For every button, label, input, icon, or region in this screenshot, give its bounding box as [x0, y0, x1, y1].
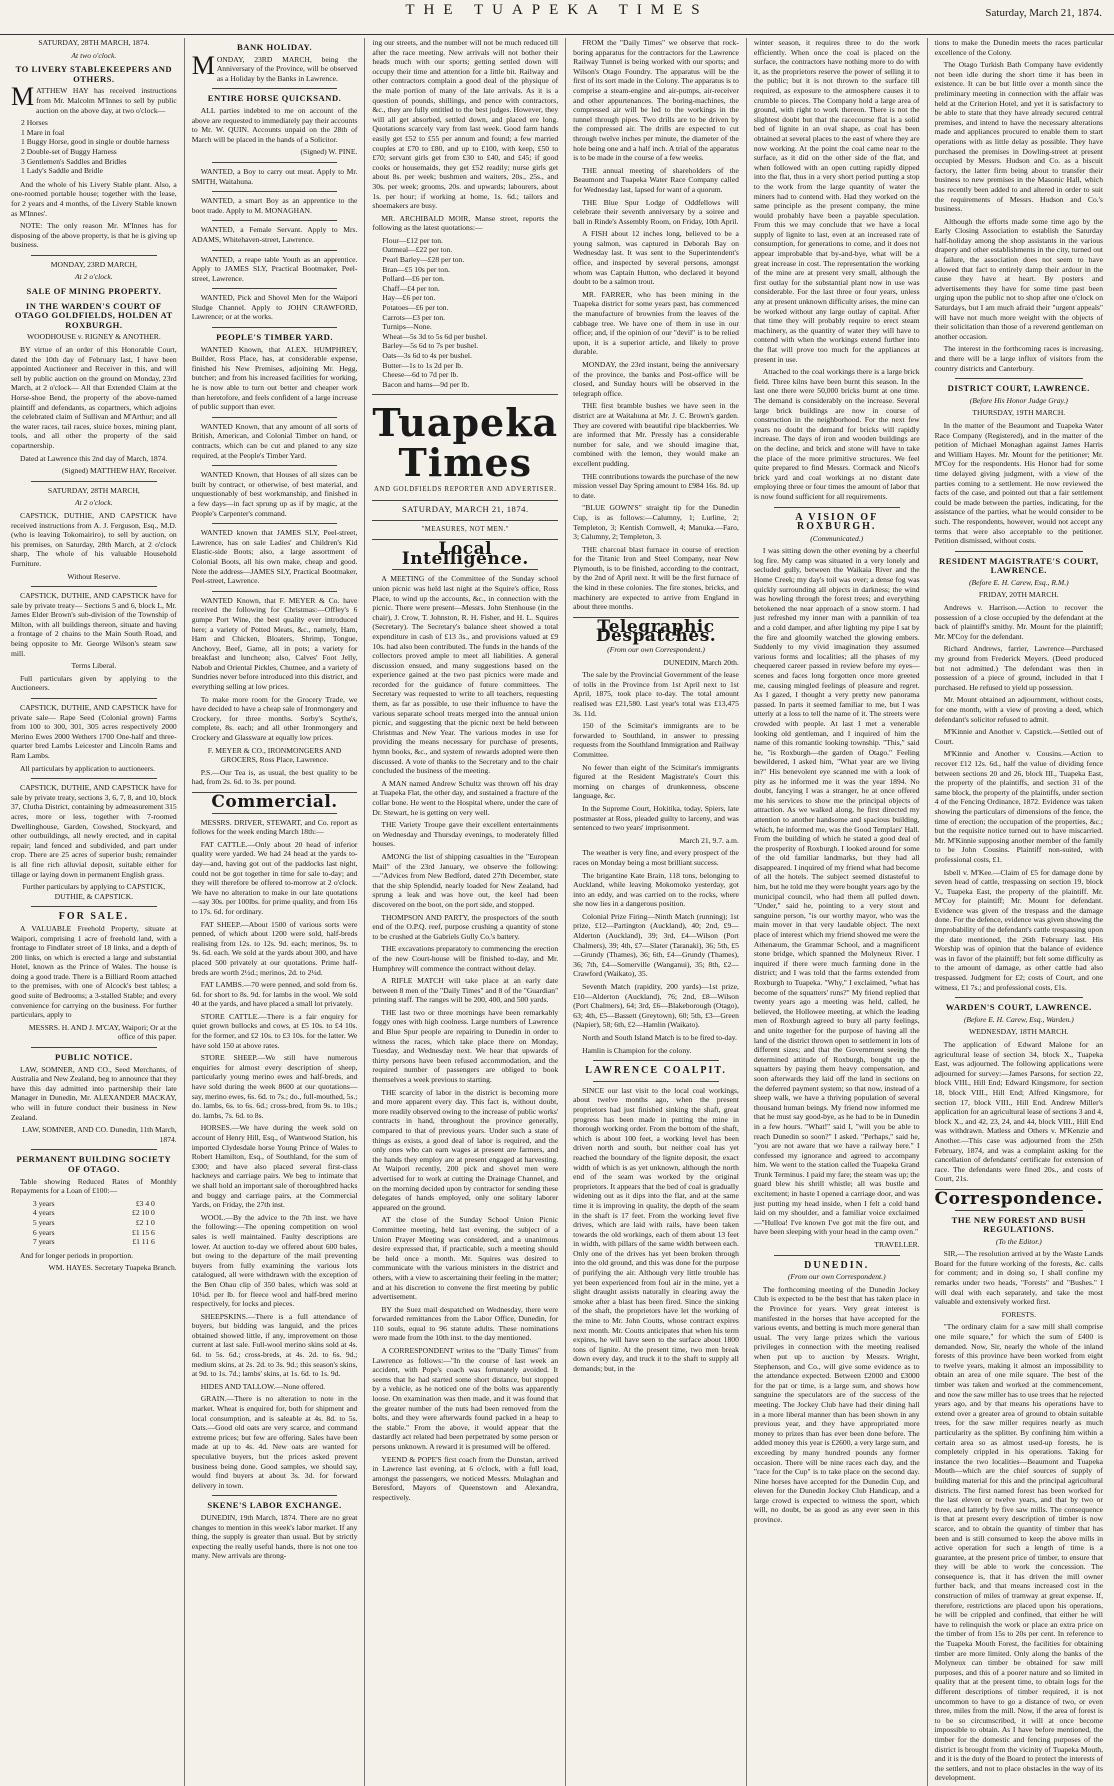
list-item: 2 Horses [21, 118, 48, 128]
local-para: THE last two or three mornings have been remarkably foggy ones with high coolness. Large numbers of Lawrence and Blue Spur people are repairing to Dunedin in order to witness the races, which take place there on Monday, Tuesday, and Wednesday next. We hear that upwards of thirty persons have been refused accommodation, and the required number of passengers are obliged to book themselves a week previous to starting. [372, 1007, 559, 1085]
list-item: 1 Mare in foal [21, 127, 65, 137]
repayment-table [31, 1199, 157, 1247]
wanted-ad: WANTED Known, that F. MEYER & Co. have received the following for Christmas:—Offley's 6 gumpe Port Wine, the best quality ever introduced here; a variety of Potted Meats, &c., namely, Ham, Ham and Chicken, Bloaters, Shrimp, Tongue, Anchovy, Beef, Game, all in pots; a variety for breakfast and luncheon; also, Calves' Foot Jelly, Nabob and Oriental Pickles, Chutnee, and a variety of Sundries never before introduced into this district, and everything selling at low prices. [191, 595, 358, 692]
column-3 [365, 38, 566, 1786]
ad-date: SATURDAY, 28TH MARCH, [47, 485, 140, 495]
telegraph-para: Seventh Match (rapidity, 200 yards)—1st prize, £10—Alderton (Auckland), 76; 2nd, £8—Wilson (Port Chalmers), 64; 3rd, £6—Blakeborough (Otago), 63; 4th, £5—Bassett (Greytown), 60; 5th, £3—Green (Napier), 58; 6th, £2—Hamlin (Waikato). [573, 982, 739, 1030]
running-head [0, 0, 1114, 35]
local-para: THE annual meeting of shareholders of the Beaumont and Tuapeka Water Race Company called for Wednesday last, lapsed for want of a quorum. [573, 165, 739, 194]
commercial-para: FAT LAMBS.—70 were penned, and sold from 6s. 6d. for short to 8s. 9d. for lambs in the wool. We sold 40 at the yards, and have placed a small lot privately. [191, 980, 358, 1009]
list-item: 3 Gentlemen's Saddles and Bridles [21, 156, 127, 166]
price-item: Flour—£12 per ton. [382, 235, 443, 245]
commercial-para: SHEEPSKINS.—There is a full attendance of buyers, but bidding was languid, and the prices obtained showed little, if any, improvement on those current at last sale. Full-wool merino skins sold at 4s. 6d. to 5s. 6d.; cross-breds, at 4s. 2d. to 6s. 9d.; medium skins, at 2s. 2d. to 3s. 9d.; this season's skins, at 9d. to 1s. 7d.; lambs' skins, at 1s. 6d. to 1s. 9d. [191, 1311, 358, 1379]
mining-sale-text: BY virtue of an order of this Honorable Court, dated the 10th day of February last, I have been appointed Auctioneer and Receiver in this, and will sell by public auction on the ground on Monday, 23rd March, at 2 o'clock— All that Extended Claim at the Horse-shoe Bend, the property of the above-named plaintiff and defendants, as copartners, which adjoins the celebrated claim of Sullivan and M'Arthur; and all the water races, tail races, sluice boxes, mining plant, tools, and all other the property of the said copartnership. [11, 345, 177, 450]
divider [955, 551, 1083, 552]
telegraph-para: In the Supreme Court, Hokitika, today, Spiers, late postmaster at Ross, pleaded guilty to larceny, and was sentenced to two years' imprisonment. [573, 803, 739, 833]
vision-text: I was sitting down the other evening by a cheerful log fire. My camp was situated in a very lonely and secluded gully, between the Waikaia River and the Home Creek; my day's toil was over; a dense fog was quickly surrounding all objects in darkness; the wind was howling through the forest trees; and everything betokened the near approach of a snow storm. I had just refreshed my inner man with a pannikin of tea and a cold damper, and after lighting my pipe I sat by the fire and gloomily watched the glowing embers. Suddenly to my vivid imagination they assumed various forms and localities; all the phases of my chequered career passed in review before my eyes—scenes and faces long forgotten once more greeted me, causing mingled feelings of pleasure and regret. As I gazed, I thought a very pretty new panorama passed. In parts it seemed familiar to me, but I was utterly at a loss to tell the name of it. The streets were crowded with people. At last I met a venerable looking old gentleman, and I inquired of him the name of this romantic looking township. "This," said he, "is Roxburgh—the garden of Otago." Feeling bewildered, I asked him, "What year are we living in?" His benevolent eye scanned me with a look of pity as he informed me it was the year 1894. No doubt, fancying I was a stranger, he at once offered me his services to show me the principal objects of attraction. As we walked along, he first directed my attention to another handsome and spacious building, which, he informed me, was the Good Templars' Hall. From the building of which he stated a good deal of the prosperity of Roxburgh. I looked around for some of the old familiar landmarks, but they had all disappeared. I inquired of my friend what had become of all the hotels. The subject seemed distasteful to him, but he told me they were bought years ago by the municipal council, who had them all pulled down. "Under," said he, pointing to a very stout and sanguine person, "is our worthy mayor, who was the main mover in that very laudable object. The next place of interest which my friend showed me were the Athenæum, the Grammar School, and a magnificent stone bridge, which spanned the Molyneux River. I inquired if there were much farming done in the district; and I was told that the farms extended from Roxburgh to Tuapeka. "Why," I exclaimed, "what has become of the squatters' runs?" My friend replied that twenty years ago a meeting was held, called, he believed, the Hollowee meeting, at which the leading men of Roxburgh agreed to bury all party feelings, and unite together for the purpose of having all the land of the district thrown open to settlement in lots of different sizes; and that the Government seeing the determined attitude of Roxburgh, bought up the squatters by paying them heavy compensation, and soon afterwards they laid off the land in sections on the deferred payment system; so that now, instead of a sheep walk, we have a thriving population of several thousand human beings. My friend now informed me that he must say good-bye, as he had to be in Dunedin in a few hours. "What!" said I, "will you be able to reach Dunedin so soon?" I asked. "Perhaps," said he, "you are not aware that we have a railway here." I confessed my ignorance and agreed to accompany him. We went to the station called the Tuapeka Grand Trunk Terminus. I paid my fare; the steam was up; the guard blew his shrill whistle; all was bustle and excitement; in haste I opened a carriage door, and was just putting my head inside, when I felt a cold hand laid on my shoulder, and a familiar voice exclaimed—"Hulloa! I've known I've got mit the fire out, and have been sleeping with your head in the camp oven." [753, 546, 920, 1237]
price-item: Potatoes—£6 per ton. [382, 303, 449, 313]
dropcap: M [191, 50, 215, 80]
table-row [31, 1237, 157, 1247]
commercial-para: STORE SHEEP.—We still have numerous enquiries for almost every description of sheep, particularly young merino ewes and half-breds, and have sold during the week 8600 at our quotations—say, merino ewes, 6s. 6d. to 7s.; do., full-mouthed, 5s.; do. lambs, 6s. to 6s. 6d.; cross-bred, from 9s. to 10s.; do. lambs, 7s. 6d. to 8s. [191, 1053, 358, 1120]
commercial-para: WOOL.—By the advice to the 7th inst. we have the following:—The opening competition on wool sales is well maintained. Faulty descriptions are lower. At auction to-day we offered about 600 bales, but owing to the departure of the mail preventing buyers from fully examining the various lots catalogued, all were withdrawn with the exception of the Ben Ohau clip of 350 bales, which was sold at 10¼d. per lb. for fleece wool and half-bred merino respectively, for locks and pieces. [191, 1212, 358, 1309]
price-item: Carrots—£3 per ton. [382, 312, 446, 322]
price-item: Pearl Barley—£28 per ton. [382, 255, 465, 265]
ad-heading: ENTIRE HORSE QUICKSAND. [207, 93, 342, 104]
local-para: "BLUE GOWN'S" straight tip for the Dunedin Cup, is as follows:—Calumny, 1; Lurline, 2; Templeton, 3; Kentish Cornwell, 4; Manuka.—Faro, 3; Calumny, 2; Templeton, 3. [573, 503, 739, 542]
local-para: MONDAY, the 23rd instant, being the anniversary of the province, the banks and Post-office will be closed, and Sunday hours will be observed in the telegraph office. [573, 360, 739, 398]
divider [212, 591, 338, 592]
table-cell: 4 years [32, 1208, 55, 1218]
divider [955, 1210, 1083, 1211]
partnership-notice-text: LAW, SOMNER, AND CO., Seed Merchants, of Australia and New Zealand, beg to announce that they have this day admitted into partnership their late Manager in Dunedin, Mr. ALEXANDER MACKAY, who will in future conduct their business in New Zealand. [11, 1064, 177, 1122]
wanted-ad: WANTED, Pick and Shovel Men for the Waipori Sludge Channel. Apply to JOHN CRAWFORD, Lawrence; or at the works. [191, 293, 358, 322]
local-para: THE contributions towards the purchase of the new mission vessel Day Spring amount to £984 16s. 8d. up to date. [573, 471, 739, 500]
court-presiding: (Before E. H. Carew, Esq., R.M.) [968, 577, 1069, 587]
telegraph-para: Colonial Prize Firing—Ninth Match (running); 1st prize, £12—Partington (Auckland), 40; 2nd, £9—Alderton (Auckland), 39; 3rd, £4—Wilson (Port Chalmers), 39; 4th, £7—Slater (Taranaki), 36; 5th, £5—Grundy (Thames), 36; 6th, £4—Grundy (Thames), 36; 7th, £4—Somerville (Wanganui), 35; 8th, £2—Crawford (Waikato), 35. [573, 911, 739, 979]
court-para: M'Kinnie and Another v. Capstick.—Settled out of Court. [934, 727, 1103, 746]
divider [392, 569, 538, 570]
skene-continued: ing our streets, and the number will not be much reduced till after the race meeting. New arrivals will not bother their heads much with our sports; getting settled down will occupy their time and attention for a little bit. Railway and other contractors complain a good deal of the physique of the male portion of many of the late arrivals. As it is a question of pounds, shillings, and pence with contractors, &c., they are fully entitled to the best judges. However, they will all get absorbed, settled down, and placed ere long. Quotations scarcely vary from last week. Good farm hands easily get £52 to £55 per annum and found; a few married couples at £70 to £80, and up to £100, with keep, £50 to £70; servant girls get from £30 to £40, and £45; if good cooks or housemaids, they get £52 readily; nurse girls get about 8s. per week; bushmen and waiters, 20s., 25s., and 30s. per week; grooms, 20s. and upwards; labourers, about 1s. per hour; if working at home, 1s. 6d.; tailors and shoemakers are busy. [372, 38, 559, 211]
livery-also: And the whole of his Livery Stable plant. Also, a one-roomed portable house; together with the lease, for 2 years and 4 months, of the Livery Stable known as M'Innes'. [11, 179, 177, 218]
table-cell: £1 15 6 [132, 1227, 155, 1237]
price-list [382, 236, 558, 390]
divider [593, 1081, 719, 1082]
apply-note: Full particulars given by applying to the Auctioneers. [11, 673, 177, 693]
table-cell: 5 years [32, 1217, 55, 1227]
court-para: Andrews v. Harrison.—Action to recover the possession of a close occupied by the defendant at the back of plaintiff's smithy. Mr. Mount for the plaintiff; Mr. M'Coy for the defendant. [934, 603, 1103, 641]
table-cell: £2 10 0 [132, 1208, 155, 1218]
signature: WM. HAYES. Secretary Tuapeka Branch. [48, 1263, 177, 1273]
masthead-subtitle: AND GOLDFIELDS REPORTER AND ADVERTISER. [373, 486, 557, 494]
section-byline: (Communicated.) [810, 533, 864, 543]
divider [31, 778, 157, 779]
table-cell: £2 1 0 [135, 1217, 155, 1227]
divider [212, 162, 338, 163]
ad-heading: PUBLIC NOTICE. [55, 1052, 133, 1063]
local-para: THE excavations preparatory to commencing the erection of the new Court-house will be finished to-day, and Mr. Humphrey will commence the contract without delay. [372, 944, 559, 973]
list-item: 1 Lady's Saddle and Bridle [21, 166, 103, 176]
wanted-ad: WANTED known that JAMES SLY, Peel-street, Lawrence, has on sale Ladies' and Children's Kid Elastic-side Boots; also, a large assortment of Colonial Boots, all his own make, cheap and good. Note the address—JAMES SLY, Practical Bootmaker, Peel-street, Lawrence. [191, 528, 358, 586]
livery-items [21, 118, 177, 176]
price-item: Turnips—None. [382, 322, 432, 332]
meyer-sale-text: To make more room for the Grocery Trade, we have decided to have a cheap sale of Ironmongery and Crockery, for three months. Sorby's Scythe's, complete, 8s. each; and all other Ironmongery and Crockery and Glassware at equally low prices. [191, 694, 358, 743]
issue-date: Saturday, March 21, 1874. [985, 7, 1102, 19]
livery-sale-text: ATTHEW HAY has received instructions from Mr. Malcolm M'Innes to sell by public auction on the above day, at two o'clock— [36, 86, 177, 115]
column-2 [185, 38, 366, 1786]
divider [31, 1047, 157, 1048]
skene-text: DUNEDIN, 19th March, 1874. There are no great changes to mention in this week's labor market. If any thing, the supply is greater than usual. But by strictly expecting the really useful hands, there is not one too many. New arrivals are throng- [191, 1512, 358, 1561]
dunedin-continued: tions to make the Dunedin meets the races particular excellence of the Colony. [934, 38, 1103, 57]
dunedin-para: The interest in the forthcoming races is increasing, and there will be a large influx of visitors from the country districts and Canterbury. [934, 344, 1103, 373]
local-para: AT the close of the Sunday School Union Picnic Committee meeting, held last evening, the subject of a Union Prayer Meeting was considered, and a unanimous desire expressed that, if practicable, such a meeting should be held once a month. Mr. Squires was desired to communicate with the various ministers in the district and others, with a view to ascertaining their feeling in the matter; and at his discretion to convene the first meeting by public advertisement. [372, 1215, 559, 1302]
signature: (Signed) W. PINE. [300, 147, 358, 157]
divider [212, 250, 338, 251]
court-date: THURSDAY, 19TH MARCH. [972, 408, 1066, 418]
column-1 [4, 38, 185, 1786]
article-heading: DUNEDIN. [804, 1259, 870, 1271]
ad-heading: FOR SALE. [58, 911, 129, 923]
divider [372, 520, 558, 521]
divider [774, 507, 900, 508]
local-para: A MEETING of the Committee of the Sunday school union picnic was held last night at the Squire's office, Ross Place, to wind up the accounts, &c., in connection with the picnic. There were present—Messrs. John Stenhouse (in the chair), J. Crow, T. Johnston, R. H. Fisher, and H. L. Squires (Secretary). The Secretary's balance sheet showed a total expenditure in cash of £13 3s., and provisions valued at £9 10s. had also been contributed. The funds in the hands of the collectors proved ample to meet all liabilities. A general discussion ensued, and many suggestions based on the experience gained at the two past picnics were made and recorded for the guidance of future committees. The Secretary was requested to write to all teachers, requesting them, as far as possible, to use their influence to have the various separate school treats merged into the annual union picnic, and suggesting that the picnic next be held between Christmas and New Year. The various modes in use for providing the means necessary for purchase of presents, hymn books, &c., and system of rewards adopted were then discussed. A vote of thanks to the Secretary and to the chair concluded the business of the meeting. [372, 574, 559, 776]
local-para: FROM the "Daily Times" we observe that rock-boring apparatus for the contractors for the Lawrence Railway Tunnel is being worked with our sports; and Wilson's Otago Foundry. The apparatus will be the first of its sort made in the Colony. The apparatus is to comprise a steam-engine and air-pumps, air-receiver and other appurtenances. The boring-machines, the compressed air will be led to the workings in the tunnel through pipes. Two drills are to be driven by the compressed air. The drills are expected to cut through twelve inches per minute, the diameter of the hole being one and a half inch. A trial of the apparatus is to be made in the course of a few weeks. [573, 38, 739, 163]
ad-date: SATURDAY, 28TH MARCH, 1874. [38, 38, 150, 47]
list-item: 2 Double-set of Buggy Harness [21, 146, 117, 156]
section-byline: (From our own Correspondent.) [607, 645, 705, 655]
article-heading: LAWRENCE COALPIT. [585, 1065, 727, 1077]
table-cell: 6 years [32, 1227, 55, 1237]
commercial-para: FAT SHEEP.—About 1500 of various sorts were penned, of which about 1200 were sold, half-breds realising from 12s. to 12s. 9d. each; merinos, 9s. to 9s. 6d. each. We sold at the yards about 300, and have placed 500 privately at our quotations. Prime half-breds are worth 2½d.; merinos, 2d. to 2¼d. [191, 919, 358, 977]
divider [31, 255, 157, 256]
commercial-para: FAT CATTLE.—Only about 20 head of inferior quality were yarded. We had 24 head at the yards to-day—and, having got out of the paddocks last night, could not be got together in time for sale to-day; and they will therefore be offered to-morrow at 2 o'clock. We have no alteration to make in our late quotations—say 30s. per 100lbs. for prime quality, and from 16s to 17s. 6d. for ordinary. [191, 839, 358, 916]
article-heading: WARDEN'S COURT, LAWRENCE. [945, 1002, 1092, 1013]
terms-note: Terms Liberal. [71, 661, 117, 671]
clutha-sale-text: CAPSTICK, DUTHIE, AND CAPSTICK have for sale by private treaty, sections 3, 6, 7, 8, and 10, block 37, Clutha District, containing by admeasurement 315 acres, more or less, together with 7-roomed Dwellinghouse, Garden, Cowshed, Stockyard, and other outbuildings, all newly erected, and in capital repair; land fenced and subdivided, and part under crop. There are 25 acres of superior bush; remainder is all fine rich alluvial deposit, suitable either for tillage or laying down in permanent English grass. [11, 783, 177, 879]
letter-subhead: FORESTS. [1001, 1309, 1036, 1319]
bank-holiday-notice [191, 50, 358, 84]
price-item: Chaff—£4 per ton. [382, 283, 440, 293]
ad-time: At two o'clock. [71, 50, 117, 60]
ad-time: At 2 o'clock. [75, 272, 113, 282]
page-columns [4, 38, 1110, 1783]
apply-note: Further particulars by applying to CAPSTICK, DUTHIE, & CAPSTICK. [22, 882, 166, 901]
coalpit-text: SINCE our last visit to the local coal workings, about twelve months ago, when the present proprietors had just finished sinking the shaft, great progress has been made in putting the mine in thorough working order. From the bottom of the shaft, which is about 100 feet, a working level has been driven north and south, but neither coal has yet reached the boundary of the lignite deposit, the exact width of which is as yet unknown, although the north end of the seam was worked by the original proprietors. It appears that the bed of coal is gradually widening out as it dips into the flat, and at the same time it is improving in quality, the depth of the seam in the shaft is 17 feet. From the working level five drives, which are laid with rails, have been taken towards the old workings, each of them about 13 feet in width, with pillars of the same width between each. Only one of the drives has yet been broken through into the old ground, and this was done for the purpose of purifying the air. Although very little trouble has yet been experienced from foul air in the mine, yet a slight draught assists naturally in clearing away the smoke after a blast has been fired. Since the sinking of the shaft, the proprietors have let the working of the mine to Mr. John Coutts, whose contract expires next month. Mr. Coutts anticipates that when his term expires, he will have seen to the surface about 1800 tons of lignite. At the present time, two men break down every day, and truck it to the shaft to supply all demands; but, in the [573, 1085, 739, 1373]
column-5 [747, 38, 928, 1786]
divider [212, 1495, 338, 1496]
dunedin-text: The forthcoming meeting of the Dunedin Jockey Club is expected to be the best that has taken place in the Province for years. Very great interest is manifested in the horses that have accepted for the various events, and betting is much more general than usual. The very large prizes which the various privileges in connection with the meeting realised when put up to auction by Messrs. Wright, Stephenson, and Co., will give some evidence as to the attendance expected. Between £2000 and £3000 for the pat or time, is a large sum, and shows how sanguine the speculators are of the success of the meeting. The Jockey Club have had their dining hall in a more liberal manner than has been shown in any previous year, and they have appropriated more money to prizes than has ever been done before. The added money this year is £2600, a very large sum, and exceeding by many hundred pounds any former occasion. There will be nine races each day, and the "race for the Cup" is to take place on the second day. Nine horses have accepted for the Dunedin Cup, and eleven for the Dunedin Jockey Club Handicap, and a large crowd is expected to witness the sport, which will, no doubt, be as good as any ever seen in this province. [753, 1284, 920, 1525]
wanted-ad: WANTED, a Boy to carry out meat. Apply to Mr. SMITH, Waitahuna. [191, 166, 358, 186]
local-para: MR. FARRER, who has been mining in the Tuapeka district for some years past, has commenced the manufacture of brownies from the leaves of the cabbage tree. We have one of them in use in our office; and, if the opinion of our "devil" is to be relied upon, it is a superior article, and likely to prove durable. [573, 289, 739, 357]
table-row [31, 1228, 157, 1238]
local-para: THE Variety Troupe gave their excellent entertainments on Wednesday and Thursday evenings, to moderately filled houses. [372, 820, 559, 849]
section-byline: (From our own Correspondent.) [787, 1272, 886, 1282]
wanted-ad: WANTED Known, that Houses of all sizes can be built by contract, or otherwise, of best material, and unquestionably of best workmanship, and finished in a few days—in fact sprung up as if by magic, at the People's Carpenter's command. [191, 470, 358, 518]
dunedin-para: The Otago Turkish Bath Company have evidently not been idle during the short time it has been in existence. It can be but little over a month since the preliminary meeting in connection with the affair was held at the Criterion Hotel, and yet it is satisfactory to be able to state that they have already secured central premises, and intend to have the necessary alterations made and appliances procured to enable them to start operations with as little delay as possible. They have purchased the premises in Dowling-street at present occupied by Messrs. Hudson and Co. as a biscuit factory, the latter firm being about to transfer their business to new premises in the Masonic Hall, which has recently been added to and altered in order to suit the requirements of Messrs. Hudson and Co.'s business. [934, 60, 1103, 214]
divider [31, 586, 157, 587]
case-parties: WOODHOUSE v. RIGNEY & ANOTHER. [26, 332, 161, 342]
milton-sale-text: CAPSTICK, DUTHIE, AND CAPSTICK have for sale by private treaty— Sections 5 and 6, block L, Mr. James Elder Brown's sub-division of the Township of Milton, with all buildings thereon, situate and having a frontage of 2 chains to the Main South Road, and being opposite to Mr. George Wilson's steam saw mill. [11, 591, 177, 658]
dateline: DUNEDIN, March 20th. [663, 657, 739, 667]
court-para: Isbell v. M'Kee.—Claim of £5 for damage done by seven head of cattle, trespassing on section 19, block V., Tuapeka East, the property of the plaintiff. Mr. M'Coy for plaintiff; Mr. Mount for defendant. Evidence was given of the trespass and the damage done. For the defence, evidence was given showing the improbability of the defendant's cattle trespassing upon the date mentioned, the 26th February last. His Worship was of opinion that the balance of evidence was in favor of the plaintiff; but felt some difficulty as to the amount of damage, as other cattle had also trespassed. Judgment for £2; costs of Court, and one witness, £1 7s.; and professional costs, £1s. [934, 867, 1103, 992]
commercial-para: HORSES.—We have during the week sold on account of Henry Hill, Esq., of Wantwood Station, his imported Clydesdale horse Young Prince of Wales to Robert Hamilton, Esq., of Southland, for the sum of £300; and have also placed several first-class hackneys and carriage pairs. We beg to intimate that we shall hold an important sale of thoroughbred hacks and buggy and carriage pairs, at the Commercial Yards, on Friday, the 27th inst. [191, 1123, 358, 1210]
divider [31, 481, 157, 482]
telegraph-para: No fewer than eight of the Scimitar's immigrants figured at the Resident Magistrate's Court this morning on charges of drunkenness, obscene language, &c. [573, 762, 739, 801]
dunedin-para: Although the efforts made some time ago by the Early Closing Association to establish the Saturday half-holiday among the shop assistants in the various drapery and other establishments in the city, turned out a failure, the association does not seem to have allowed that fact to entirely damp their ardour in the cause they have at heart. By posters and advertisements they have for some time past been urging upon the public not to shop after one o'clock on Saturdays, but I am much afraid their "urgent appeals" will have not much more weight with the objects of their solicitation than those of a reverend gentleman on another occasion. [934, 216, 1103, 341]
section-heading-telegraphic: Telegraphic Despatches. [595, 616, 717, 647]
ad-time: At 2 o'clock. [75, 498, 113, 508]
commercial-para: MESSRS. DRIVER, STEWART, and Co. report as follows for the week ending March 18th:— [191, 817, 358, 837]
signature: F. MEYER & CO., IRONMONGERS AND GROCERS, Ross Place, Lawrence. [207, 745, 342, 765]
prices-intro: MR. ARCHIBALD MOIR, Manse street, reports the following as the latest quotations:— [372, 213, 559, 233]
dropcap: M [11, 82, 35, 112]
dated-line: Dated at Lawrence this 2nd day of March, 1874. [20, 453, 168, 463]
letter-para: "The ordinary claim for a saw mill shall comprise one mile square," for which the sum of £400 is demanded. Now, Sir, nearly the whole of the inland forests of this province have been worked from eight to twelve years, making it almost an impossibility to obtain an area of one mile square. The best of the timber was taken and worked at the commencement, and now the saw miller has to use trees that he rejected years ago, and by that means his operations have to extend over a greater area of ground to obtain suitable trees, for the saw miller requires nearly as much particularity as the splitter. By confining him within a certain area so as almost used-up forests, he is completely crippled in his operations. Taking for instance the two localities—Beaumont and Tuapeka Mouth—which are the chief sources of supply of building material for this and the principal agricultural districts. The first named forest has been worked for the last eleven or twelve years, and that by two or three, and latterly by five saw mills. The consequence is that at present every description of timber is now scarce, and to obtain the quantity of timber that has been and is still consumed to keep the above mills in active operation for such a length of time is a guarantee, at the present price of timber, to ensure that they will be able to work the concession. The consequence is, that it has driven the mill owner further back, and that means increased cost in the construction of miles of tramway at great expense. If, therefore, restrictions are placed upon his operations, he will be crippled and confined, that either he will have to relinquish the work or place an extra price on the timber of from 15s to 20s per cent. In reference to the Tuapeka Mouth Forest, the facilities for obtaining timber are more limited. Only along the banks of the Molyneux can timber be obtained for saw mill purposes, and this of a poorer nature and so limited in quality that at the present time, to obtain logs for the different descriptions of timber required, it is not uncommon to have to go a distance of two, or even three, miles from the mill. Now, if the area of forest is to be so circumscribed, it will at once become impossible to obtain. As I have before mentioned, the timber for the domestic and fencing purposes of the district is brought from the vicinity of Tuapeka Mouth, and it is the duty of the Board to protect the interests of the settlers, and not to place obstacles in the way of its development. [934, 1322, 1103, 1783]
divider [212, 417, 338, 418]
local-para: AMONG the list of shipping casualties in the "European Mail" of the 23rd January, we observe the following:—"Advices from New Bedford, dated 27th December, state that the ship Splendid, nearly loaded for New Zealand, had sprung a leak and was hove out, the keel had been discovered on the boot, on the port side, and stopped. [372, 851, 559, 909]
local-para: THE charcoal blast furnace in course of erection for the Titanic Iron and Steel Company, near New Plymouth, is to be finished, according to the contract, by the 2nd of April next. It will be the first furnace of the kind in these colonies. The fire stones, bricks, and machinery are expected to arrive from England in about three months. [573, 544, 739, 612]
price-item: Pollard—£6 per ton. [382, 274, 445, 284]
telegraph-para: 150 of the Scimitar's immigrants are to be forwarded to Southland, in answer to pressing requests from the Southland Immigration and Railway Committee. [573, 721, 739, 759]
price-item: Wheat—5s 3d to 5s 6d per bushel. [382, 331, 488, 341]
court-para: Mr. Mount obtained an adjournment, without costs, for one month, with a view of proving a deed, which defendant's solicitor refused to admit. [934, 695, 1103, 724]
wanted-ad: WANTED, a reape table Youth as an apprentice. Apply to JAMES SLY, Practical Bootmaker, Peel-street, Lawrence. [191, 254, 358, 283]
repayment-intro: Table showing Reduced Rates of Monthly Repayments for a Loan of £100:— [11, 1176, 177, 1196]
column-4 [566, 38, 747, 1786]
local-para: YEEND & POPE'S first coach from the Dunstan, arrived in Lawrence last evening, at 6 o'clock, with a full load, amongst the passengers, we noticed Messrs. Mulaghan and Beresford, Mayors of Queenstown and Alexandra, respectively. [372, 1454, 559, 1502]
divider [372, 394, 558, 395]
price-item: Cheese—6d to 7d per lb. [382, 370, 459, 380]
local-para: A RIFLE MATCH will take place at an early date between 8 men of the "Daily Times" and 8 of the "Guardian" printing staff. The ranges will be 200, 400, and 500 yards. [372, 976, 559, 1005]
divider [955, 997, 1083, 998]
local-para: THOMPSON AND PARTY, the prospectors of the south end of the O.P.Q. reef, purpose crushing a quantity of stone to be crushed at the Gabriels Gully Co.'s battery. [372, 912, 559, 941]
livery-note: NOTE: The only reason Mr. M'Innes has for disposing of the above property, is that he is giving up business. [11, 221, 177, 250]
bank-holiday-text: ONDAY, 23RD MARCH, being the Anniversary of the Province, will be observed as a Holiday by the Banks in Lawrence. [216, 54, 358, 83]
table-cell: 7 years [32, 1237, 55, 1247]
article-heading: SKENE'S LABOR EXCHANGE. [207, 1500, 342, 1511]
local-para: A MAN named Andrew Schultz was thrown off his dray at Tuapeka Flat, the other day, and sustained a fracture of the collar bone. He went to the Hospital where, under the care of Dr. Stewart, he is getting on very well. [372, 778, 559, 817]
livery-sale-notice [11, 82, 177, 115]
price-item: Bran—£5 10s per ton. [382, 264, 450, 274]
divider [31, 1149, 157, 1150]
meyer-postscript: P.S.—Our Tea is, as usual, the best quality to be had, from 2s. 6d. to 3s. per pound. [191, 767, 358, 787]
reserve-note: Without Reserve. [67, 571, 121, 581]
ad-heading: PEOPLE'S TIMBER YARD. [216, 332, 334, 343]
signature: TRAVELLER. [874, 1240, 920, 1250]
table-row [31, 1208, 157, 1218]
local-para: A CORRESPONDENT writes to the "Daily Times" from Lawrence as follows:—"In the course of last week an accident, with Pope's coach was fortunately avoided. It seems that he had started some short distance, but stopped by a vehicle, as he noticed one of the bolts was apparently loose. On examination was then made, and it was found that the greater number of the nuts had been removed from the bolts, and they were afterwards found packed in a heap to the stable." From the above, it would appear that the dastardly act related had been perpetrated by some person or persons unknown. A reward it is presumed will be offered. [372, 1346, 559, 1451]
table-cell: 3 years [32, 1198, 55, 1208]
divider [212, 88, 338, 89]
telegraph-para: North and South Island Match is to be fired to-day. [582, 1033, 737, 1042]
price-item: Butter—1s to 1s 2d per lb. [382, 360, 463, 370]
ad-heading: PERMANENT BUILDING SOCIETY OF OTAGO. [16, 1154, 172, 1174]
letter-para: SIR,—The resolution arrived at by the Waste Lands Board for the future working of the forests, &c. calls for comment; and in doing so, I shall confine my remarks under two heads, "Forests" and "Bushes." I will deal with each separately, and take the most valuable and extensively worked first. [934, 1249, 1103, 1307]
price-item: Hay—£6 per ton. [382, 293, 436, 303]
article-heading: THE NEW FOREST AND BUSH REGULATIONS. [951, 1214, 1086, 1235]
divider [372, 500, 558, 501]
court-para: M'Kinnie and Another v. Cousins.—Action to recover £12 12s. 6d., half the value of dividing fence between sections 20 and 26, block III., Tuapeka East, the property of the plaintiffs, and section 31 of the same block, the property of the plaintiffs, under section 4 of the Fencing Ordinance, 1872. Evidence was taken showing the particulars of dimensions of the fence, the time of erection; the occupation of the properties, &c.; but the requisite notice turned out to have miscarried. Mr. M'Kinnie supposing another member of the family to be John Cousins. Plaintiff non-suited, with professional costs, £1. [934, 749, 1103, 864]
signature: MESSRS. H. AND J. M'CAY, Waipori; Or at the office of this paper. [28, 1022, 177, 1042]
table-row [31, 1199, 157, 1209]
price-item: Barley—5s 6d to 7s per bushel. [382, 341, 479, 351]
telegraph-para: The brigantine Kate Brain, 118 tons, belonging to Auckland, while leaving Mokomoko yesterday, got into an eddy, and was carried on to the rocks, where she now lies in a dangerous position. [573, 870, 739, 909]
section-heading-local: Local Intelligence. [401, 539, 529, 569]
divider [774, 1255, 900, 1256]
divider [212, 327, 338, 328]
apply-note: All particulars by application to auctioneers. [20, 763, 155, 773]
divider [31, 698, 157, 699]
ad-heading: SALE OF MINING PROPERTY. [26, 286, 162, 297]
court-date: FRIDAY, 20TH MARCH. [978, 590, 1059, 600]
divider [212, 191, 338, 192]
divider [212, 465, 338, 466]
ad-heading: TO LIVERY STABLEKEEPERS AND OTHERS. [15, 64, 173, 84]
divider [212, 523, 338, 524]
commercial-para: HIDES AND TALLOW.—None offered. [200, 1381, 326, 1391]
repayment-outro: And for longer periods in proportion. [20, 1250, 134, 1260]
local-para: THE first bramble bushes we have seen in the district are at Waitahuna at Mr. J. C. Brown's garden. They are covered with beautiful ripe blackberries. We are informed that Mr. Pressly has a considerable number for sale, and we should imagine that, combined with the lemon, they would make an excellent pudding. [573, 401, 739, 468]
divider [31, 906, 157, 907]
article-heading: A VISION OF ROXBURGH. [795, 511, 879, 533]
wanted-ad: WANTED, a smart Boy as an apprentice to the boot trade. Apply to M. MONAGHAN. [191, 196, 358, 215]
court-para: Richard Andrews, farrier, Lawrence—Purchased my ground from Frederick Meyers. (Deed produced but not admitted.) The defendant was then in possession of a piece of ground, included in that I purchased. He refused to yield up possession. [934, 644, 1103, 692]
court-text: In the matter of the Beaumont and Tuapeka Water Race Company (Registered), and in the matter of the petition of Michael Monaghan against James Harris and William Hayes. Mr. Mount for the petitioner; Mr. M'Coy for the respondents. His Honor had for some time delayed giving judgment, with a view of the parties coming to a settlement. He now reviewed the facts of the case, and pointed out that a fair settlement could be made between the parties, indicating, for the assistance of the parties, what he would consider to be such. The respondents, however, would not accept any terms that were also acceptable to the petitioner. Petition dismissed, without costs. [934, 420, 1103, 546]
masthead: Tuapeka Times [372, 400, 559, 486]
divider [593, 1060, 719, 1061]
table-row [31, 1218, 157, 1228]
wanted-ad: WANTED Known, that any amount of all sorts of British, American, and Colonial Timber on hand, or contracts, which can be cut and planed to any size required, at the People's Timber Yard. [191, 421, 358, 460]
section-heading-commercial: Commercial. [211, 792, 338, 812]
ad-subheading: IN THE WARDEN'S COURT OF OTAGO GOLDFIELDS, HOLDEN AT ROXBURGH. [14, 300, 173, 330]
signature: LAW, SOMNER, AND CO. Dunedin, 11th March, 1874. [22, 1125, 177, 1144]
ad-heading: BANK HOLIDAY. [237, 42, 313, 52]
wanted-ad: WANTED Known, that ALEX. HUMPHREY, Builder, Ross Place, has, at considerable expense, finished his New Premises, adjoining Mr. Hegg, butcher; and from his increased facilities for working, he is now able to turn out better and cheaper work than heretofore, and feels confident of a large increase of public support than ever. [191, 344, 358, 412]
telegraph-para: The weather is very fine, and every prospect of the races on Monday being a most brilliant success. [573, 848, 739, 867]
price-item: Bacon and hams—9d per lb. [382, 379, 470, 389]
divider [212, 288, 338, 289]
court-text: The application of Edward Malone for an agricultural lease of section 34, block X., Tuapeka East, was adjourned. The following applications were adjourned for survey:—James Parsons, for section 22, block VIII., Hill End; Edward Kingsmore, for section 18, block VIII., Hill End; Alfred Kingsmore, for section 17, block VIII., Hill End. Andrew Miller's application for an agricultural lease of sections 3 and 4, block X., and 42, 23, 24, and 44, block VIII., Hill End was withdrawn. Matless and Others v. M'Kenzie and Another.—This case was adjourned from the 25th February, 1874, and was a complaint asking for the cancellation of defendants' certificate for extension of race. The defendants were fined 20s., and costs of Court, 21s. [934, 1040, 1103, 1184]
paper-title: THE TUAPEKA TIMES [405, 2, 709, 18]
stock-sale-text: CAPSTICK, DUTHIE, AND CAPSTICK have for private sale— Rape Seed (Colonial grown) Farms from 100 to 300, 301, 305 acres respectively 2000 Merino Ewes 2000 Wethers 1700 One-half and three-quarter bred Lambs Leicester and Lincoln Rams and Ram Lambs. [11, 703, 177, 760]
telegraph-para: The sale by the Provincial Government of the lease of tolls in the Province from 1st April next to 1st April, 1875, took place to-day. The total amount realised was £21,580. Last year's total was £13,475 3s. 11d. [573, 670, 739, 718]
price-item: Oatmeal—£22 per ton. [382, 245, 453, 255]
divider [212, 813, 338, 814]
court-presiding: (Before His Honor Judge Gray.) [969, 395, 1068, 405]
list-item: 1 Buggy Horse, good in single or double harness [21, 137, 170, 147]
local-para: BY the Suez mail despatched on Wednesday, there were forwarded remittances from the Labor Office, Dunedin, for 110 souls, equal to 96 statute adults. These nominations were made from the 10th inst. to the day mentioned. [372, 1304, 559, 1343]
wanted-ad: WANTED, a Female Servant. Apply to Mrs. ADAMS, Whitehaven-street, Lawrence. [191, 225, 358, 244]
dateline: March 21, 9.7. a.m. [679, 835, 739, 845]
brick-field-text: Attached to the coal workings there is a large brick field. Three kilns have been burnt this season. In the last one there were 50,000 bricks burnt at one time. The demand is considerably on the increase. Several large brick buildings are now in course of construction in the neighborhood. For the next few years no doubt the demand for bricks will rapidly increase. The days of iron and wooden buildings are on the decline, and brick and stone will have to take the place of the more primitive structures. We feel quite prepared to find Messrs. Cormack and Nicol's brick yard and coal workings at no distant date employing three or four times the amount of labor that is now found sufficient for all requirements. [753, 367, 920, 501]
price-item: Oats—3s 6d to 4s per bushel. [382, 351, 472, 360]
section-heading-correspondence: Correspondence. [934, 1188, 1103, 1209]
column-6 [928, 38, 1110, 1786]
ad-date: MONDAY, 23RD MARCH, [50, 259, 137, 269]
divider [212, 220, 338, 221]
hotel-sale-text: A VALUABLE Freehold Property, situate at Waipori, comprising 1 acre of freehold land, with a frontage to Findlater street of 18 links, and a depth of 200 links, on which is erected a large and substantial Hotel, known as the Prince of Wales. The house is doing a good trade. There is a Billiard Room attached to the premises, with one of Alcock's best tables; a good suite of Bedrooms; a 3-stalled Stable; and every convenience for carrying on the business. For further particulars, apply to [11, 923, 177, 1020]
local-para: A FISH about 12 inches long, believed to be a young salmon, was captured in Deborah Bay on Wednesday last. It was sent to the Superintendent's office, and inspected by several persons, amongst whom was Captain Hutton, who declared it beyond doubt to be a salmon trout. [573, 229, 739, 287]
quicksand-text: ALL parties indebted to me on account of the above are requested to immediately pay their accounts to Mr. W. QUIN. Accounts unpaid on the 28th of March will be placed in the hands of a Solicitor. [191, 105, 358, 144]
masthead-date: SATURDAY, MARCH 21, 1874. [401, 503, 529, 514]
coalpit-continued: winter season, it requires three to do the work efficiently. When once the coal is placed on the surface, the contractors have nothing more to do with it, as the proprietors reserve the power of selling it to the public; but it is not thrown to the surface till required, as exposure to the atmosphere causes it to crumble to pieces. The Company hold a large area of ground, with right to work thereon. There is not the slightest doubt but that the racecourse flat is a solid bed of lignite in an oval shape, as coal has been obtained at several places to the east of where they are now working. At the point the coal came near to the surface, as it did on the other side of the flat, and when followed with an open cutting rapidly dipped into the flat, thus in a very short period putting a stop to the work from the large quantity of water the miners had to contend with. Had they worked on the same principle as the present company, the mine would probably have been a payable speculation. From this we may conclude that we have a local supply of lignite to last, even at an increased rate of consumption, for generations to come, and it does not appear improbable that by-and-bye, what will be a great increase in cost. The representation the working of the mine are at present very small, although the first outlay for the substantial plant now in use was considerable. For the last three or four years, unless any at present unknown difficulty arises, the mine can be worked without any large outlay of capital. After that time they will probably require to erect steam machinery, as the quantity of water they will have to contend with when the workings extend further into the flat will prove too much for the appliances at present in use. [753, 38, 920, 364]
divider [955, 378, 1083, 379]
court-presiding: (Before E. H. Carew, Esq., Warden.) [963, 1014, 1074, 1024]
table-cell: £3 4 0 [135, 1198, 155, 1208]
court-date: WEDNESDAY, 18TH MARCH. [969, 1027, 1069, 1037]
telegraph-para: Hamlin is Champion for the colony. [582, 1045, 692, 1055]
table-cell: £1 11 6 [132, 1237, 155, 1247]
local-para: THE Blue Spur Lodge of Oddfellows will celebrate their seventh anniversary by a soiree and ball in Rinde's Assembly Room, on Friday, 10th April. [573, 197, 739, 226]
masthead-motto: "MEASURES, NOT MEN." [421, 525, 510, 533]
commercial-para: STORE CATTLE.—There is a fair enquiry for quiet grown bullocks and cows, at £5 10s. to £4 10s. for the former, and £2 10s. to £3 10s. for the latter. We have sold 150 at above rates. [191, 1011, 358, 1050]
furniture-sale-text: CAPSTICK, DUTHIE, AND CAPSTICK have received instructions from A. J. Ferguson, Esq., M.D. (who is leaving Tokomairiro), to sell by auction, on his premises, on Saturday, 28th March, at 2 o'clock sharp, The whole of his valuable Household Furniture. [11, 510, 177, 568]
signature: (Signed) MATTHEW HAY, Receiver. [61, 466, 177, 476]
article-heading: DISTRICT COURT, LAWRENCE. [947, 383, 1090, 394]
local-para: THE scarcity of labor in the district is becoming more and more apparent every day. This fact is, without doubt, more readily observed owing to the increase of public works' contracts in hand, throughout the province generally, compared to that of previous years. Under such a state of things as exists, a good deal of labor is required, and the only ones who can earn wages at present are farmers, and the hands they employ are at present engaged at harvesting. At Waipori recently, 200 pick and shovel men were advertised for to work at cutting the Drainage Channel, and on the morning decided upon by contractor for sending these delegates of hands employed, only one solitary laborer appeared on the ground. [372, 1087, 559, 1212]
commercial-para: GRAIN.—There is no alteration to note in the market. Wheat is enquired for, both for shipment and local consumption, and is saleable at 4s. 8d. to 5s. Oats.—Good old oats are very scarce, and command extreme prices; but few are offering. Sales have been made at up to 4s. 4d. New oats are wanted for speculative buyers, but the prices asked prevent business being done. Good samples, we should say, would find buyers at about 3s. 3d. for forward delivery in town. [191, 1394, 358, 1490]
article-heading: RESIDENT MAGISTRATE'S COURT, LAWRENCE. [939, 555, 1099, 576]
section-byline: (To the Editor.) [995, 1236, 1042, 1246]
